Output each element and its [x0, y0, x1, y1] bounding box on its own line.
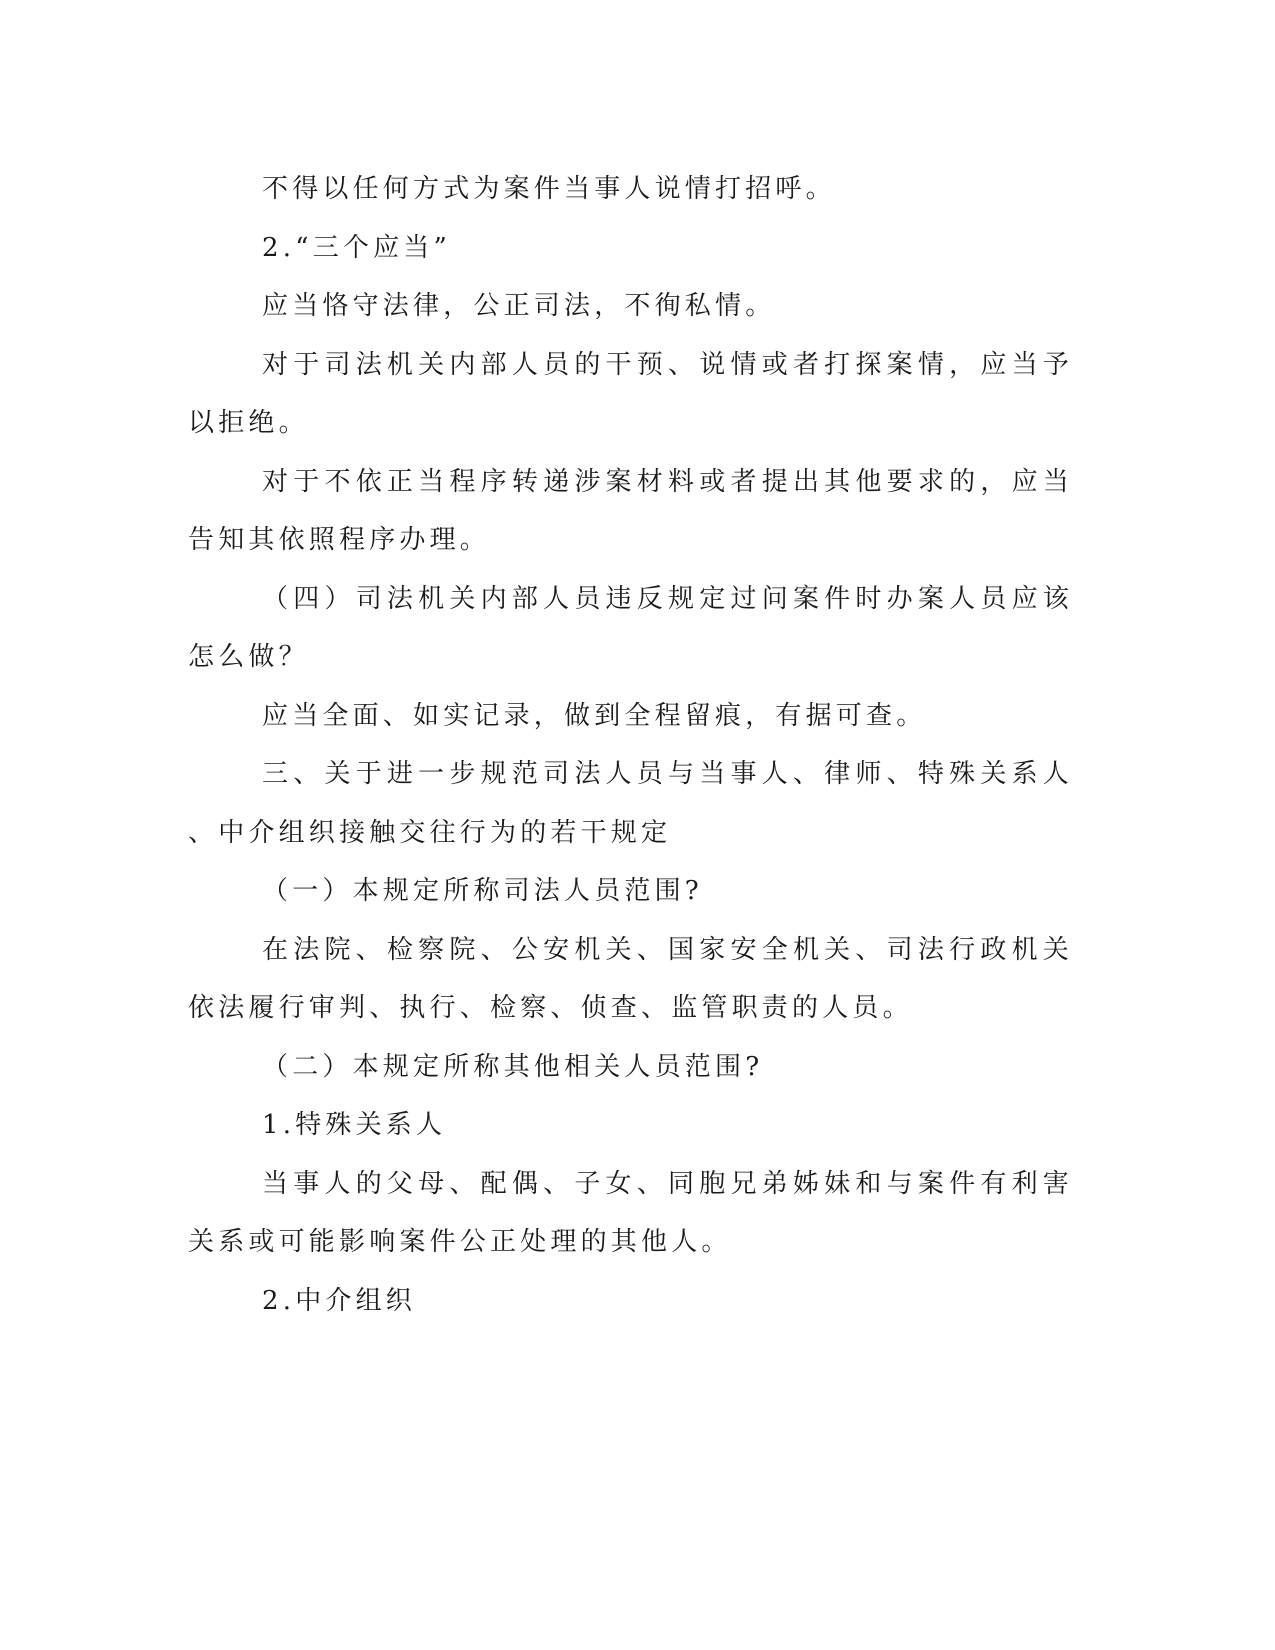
section-heading: （四）司法机关内部人员违反规定过问案件时办案人员应该怎么做？: [188, 583, 1073, 672]
subsection-heading: 1.特殊关系人: [262, 1110, 447, 1140]
subsection-heading: 2.中介组织: [262, 1285, 417, 1316]
paragraph: 当事人的父母、配偶、子女、同胞兄弟姊妹和与案件有利害关系或可能影响案件公正处理的其他人。: [188, 1168, 1073, 1257]
section-heading: （二）本规定所称其他相关人员范围?: [262, 1051, 764, 1082]
paragraph: 应当全面、如实记录，做到全程留痕，有据可查。: [262, 700, 927, 731]
document-body: [188, 160, 1073, 1330]
paragraph: 不得以任何方式为案件当事人说情打招呼。: [262, 174, 836, 204]
section-heading: （一）本规定所称司法人员范围?: [262, 876, 703, 906]
paragraph: 对于司法机关内部人员的干预、说情或者打探案情，应当予以拒绝。: [188, 349, 1073, 438]
section-heading: 三、关于进一步规范司法人员与当事人、律师、特殊关系人、中介组织接触交往行为的若干规定: [188, 759, 1073, 848]
paragraph: 2.“三个应当”: [262, 232, 451, 263]
paragraph: 应当恪守法律，公正司法，不徇私情。: [262, 291, 776, 321]
paragraph: 在法院、检察院、公安机关、国家安全机关、司法行政机关依法履行审判、执行、检察、侦查、监管职责的人员。: [188, 934, 1073, 1023]
paragraph: 对于不依正当程序转递涉案材料或者提出其他要求的，应当告知其依照程序办理。: [188, 466, 1073, 555]
